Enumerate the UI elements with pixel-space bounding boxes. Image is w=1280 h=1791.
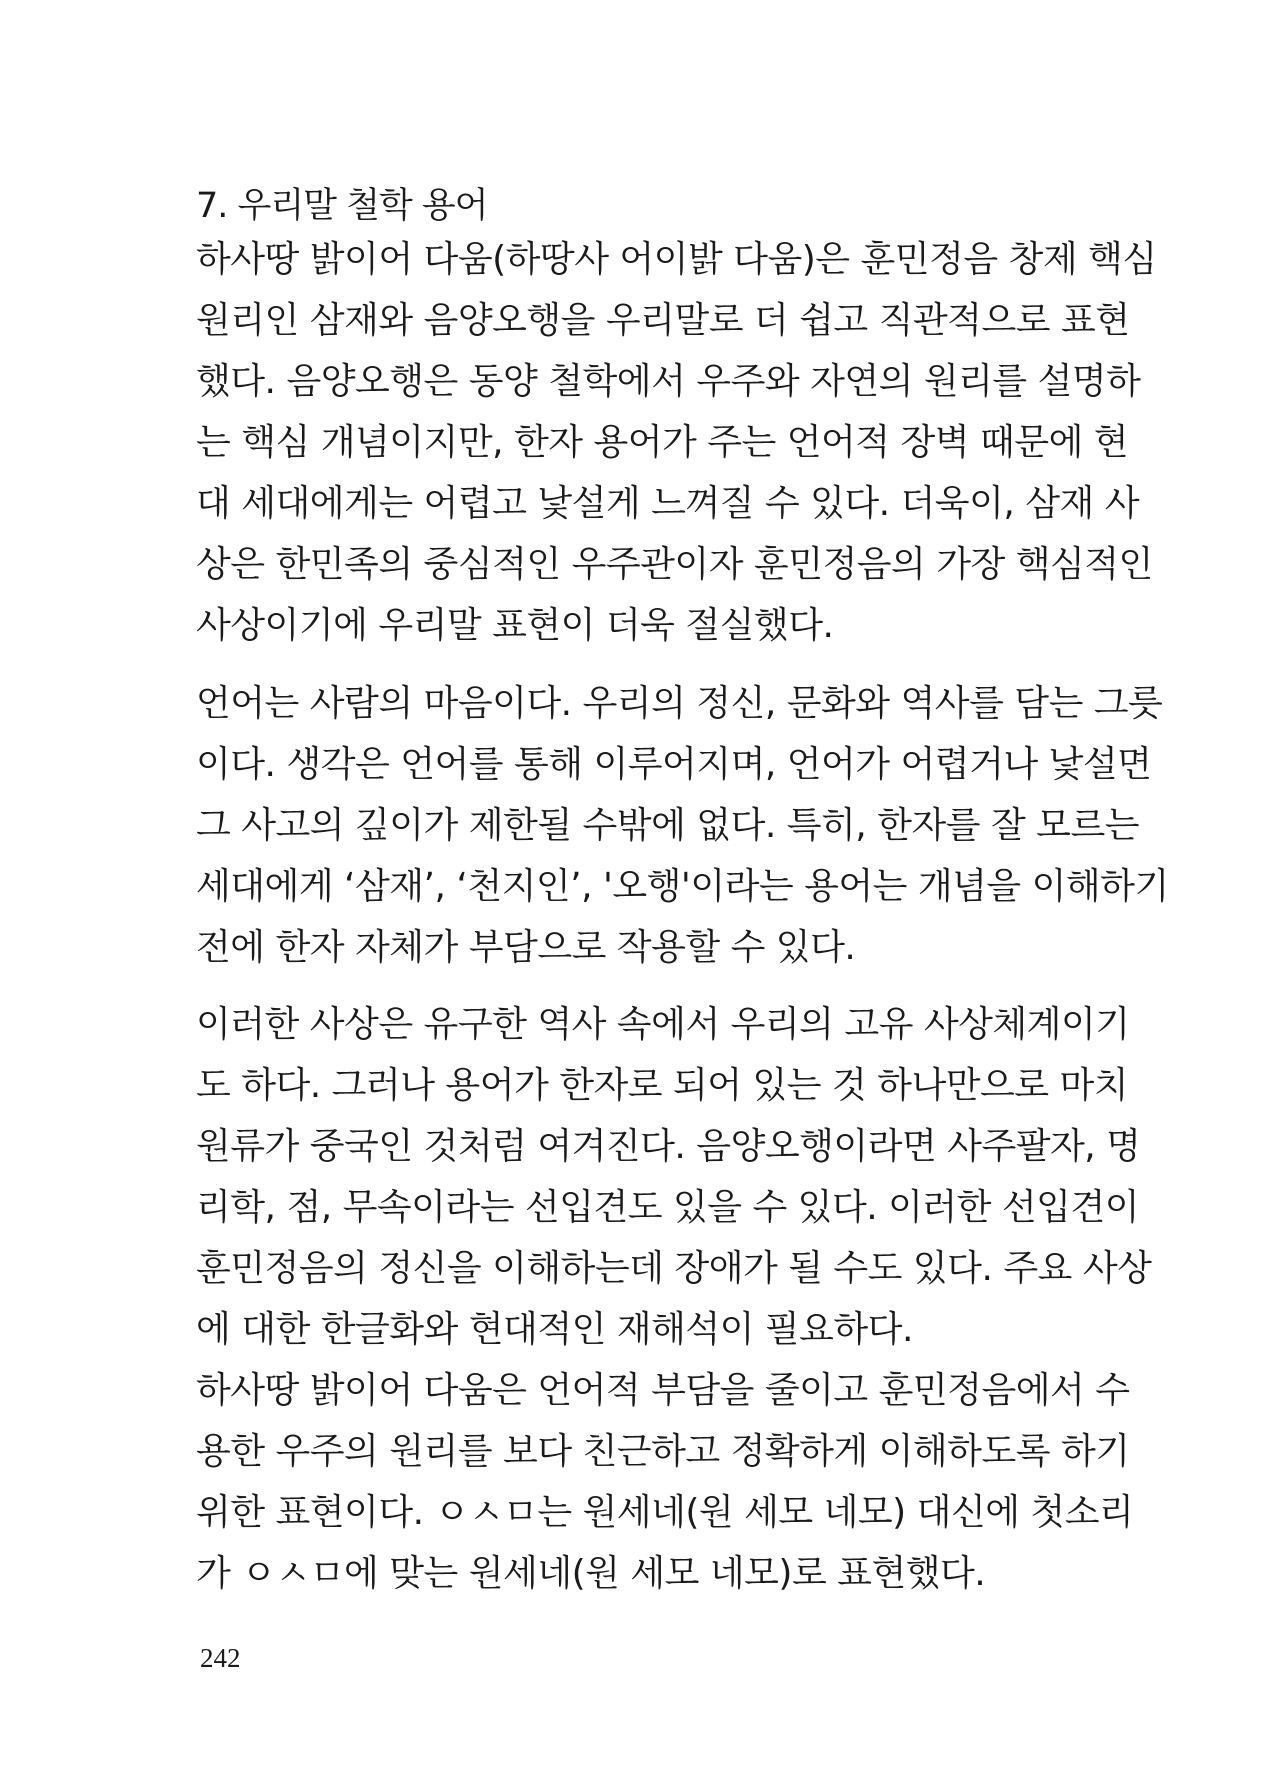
text-line: 원리인 삼재와 음양오행을 우리말로 더 쉽고 직관적으로 표현 (196, 300, 1130, 341)
text-line: 전에 한자 자체가 부담으로 작용할 수 있다. (196, 927, 856, 968)
text-line: 리학, 점, 무속이라는 선입견도 있을 수 있다. 이러한 선입견이 (196, 1187, 1140, 1228)
text-line: 하사땅 밝이어 다움(하땅사 어이밝 다움)은 훈민정음 창제 핵심 (196, 239, 1157, 280)
text-line: 했다. 음양오행은 동양 철학에서 우주와 자연의 원리를 설명하 (196, 361, 1141, 402)
text-line: 언어는 사람의 마음이다. 우리의 정신, 문화와 역사를 담는 그릇 (196, 683, 1163, 724)
text-line: 세대에게 ‘삼재’, ‘천지인’, '오행'이라는 용어는 개념을 이해하기 (196, 866, 1169, 907)
text-line: 원류가 중국인 것처럼 여겨진다. 음양오행이라면 사주팔자, 명 (196, 1126, 1141, 1167)
text-line: 에 대한 한글화와 현대적인 재해석이 필요하다. (196, 1309, 913, 1350)
text-line: 이다. 생각은 언어를 통해 이루어지며, 언어가 어렵거나 낯설면 (196, 744, 1152, 785)
text-line: 상은 한민족의 중심적인 우주관이자 훈민정음의 가장 핵심적인 (196, 544, 1153, 585)
text-line: 훈민정음의 정신을 이해하는데 장애가 될 수도 있다. 주요 사상 (196, 1248, 1152, 1289)
text-line: 하사땅 밝이어 다움은 언어적 부담을 줄이고 훈민정음에서 수 (196, 1370, 1130, 1411)
text-line: 용한 우주의 원리를 보다 친근하고 정확하게 이해하도록 하기 (196, 1431, 1130, 1472)
text-line: 도 하다. 그러나 용어가 한자로 되어 있는 것 하나만으로 마치 (196, 1065, 1129, 1106)
section-heading: 7. 우리말 철학 용어 (196, 186, 488, 226)
text-line: 이러한 사상은 유구한 역사 속에서 우리의 고유 사상체계이기 (196, 1004, 1130, 1045)
text-line: 는 핵심 개념이지만, 한자 용어가 주는 언어적 장벽 때문에 현 (196, 422, 1129, 463)
page-number: 242 (200, 1643, 241, 1673)
text-line: 사상이기에 우리말 표현이 더욱 절실했다. (196, 605, 834, 646)
text-line: 위한 표현이다. ㅇㅅㅁ는 원세네(원 세모 네모) 대신에 첫소리 (196, 1492, 1134, 1533)
text-line: 가 ㅇㅅㅁ에 맞는 원세네(원 세모 네모)로 표현했다. (196, 1553, 986, 1594)
text-line: 그 사고의 깊이가 제한될 수밖에 없다. 특히, 한자를 잘 모르는 (196, 805, 1140, 846)
text-line: 대 세대에게는 어렵고 낯설게 느껴질 수 있다. 더욱이, 삼재 사 (196, 483, 1140, 524)
